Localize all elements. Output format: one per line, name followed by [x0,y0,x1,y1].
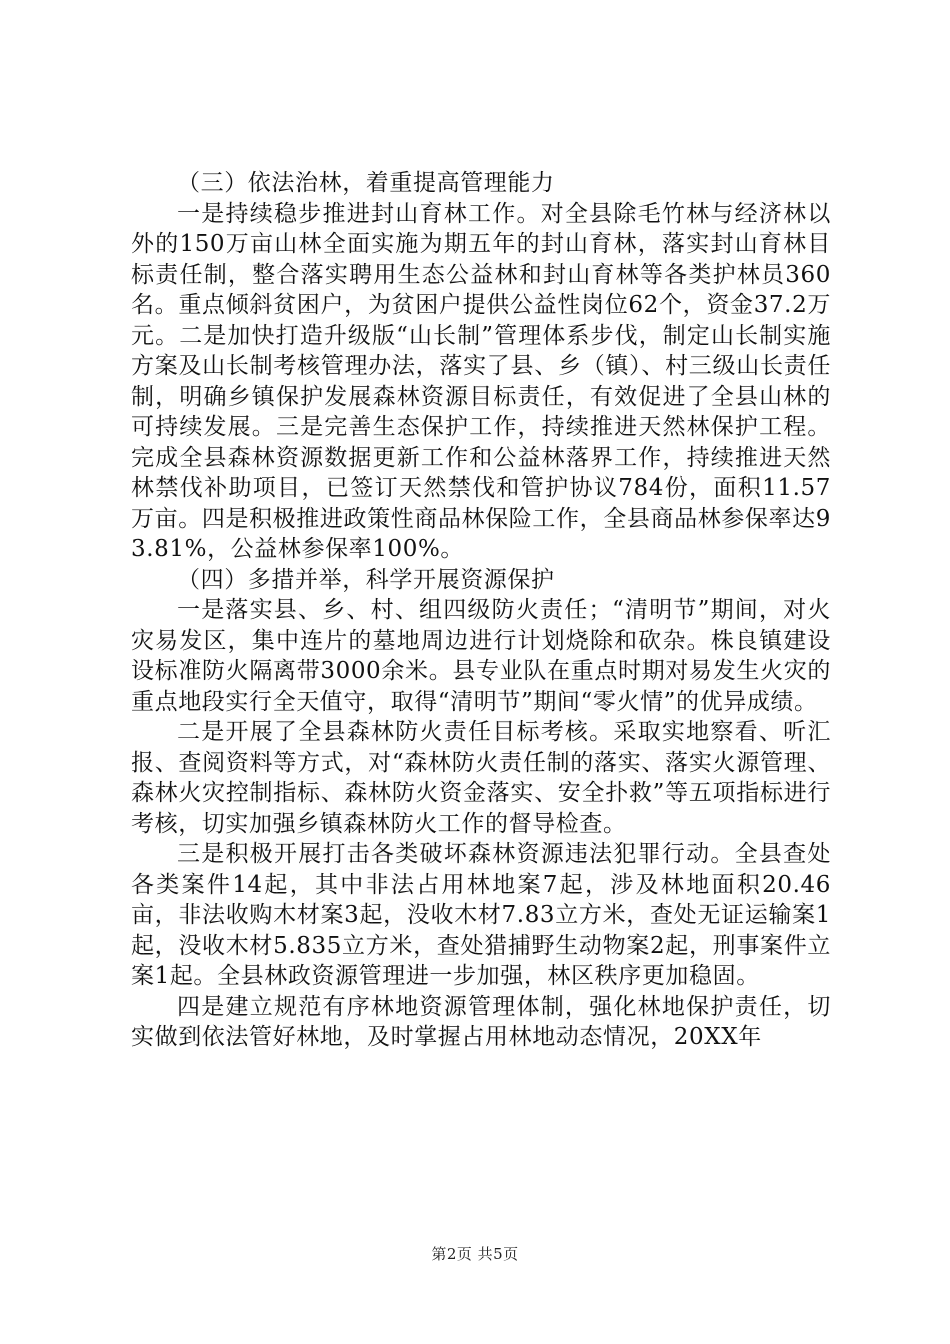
paragraph-fire-assessment: 二是开展了全县森林防火责任目标考核。采取实地察看、听汇报、查阅资料等方式，对“森林防火责任制的落实、落实火源管理、森林火灾控制指标、森林防火资金落实、安全扑救”等五项指标进行考核，切实加强乡镇森林防火工作的督导检查。 [131,719,831,837]
paragraph-fire-responsibility: 一是落实县、乡、村、组四级防火责任；“清明节”期间，对火灾易发区，集中连片的墓地周边进行计划烧除和砍杂。株良镇建设设标准防火隔离带3000余米。县专业队在重点时期对易发生火灾的重点地段实行全天值守，取得“清明节”期间“零火情”的优异成绩。 [131,597,831,715]
paragraph-law-enforcement: 三是积极开展打击各类破坏森林资源违法犯罪行动。全县查处各类案件14起，其中非法占用林地案7起，涉及林地面积20.46亩，非法收购木材案3起，没收木材7.83立方米，查处无证运输案1起，没收木材5.835立方米，查处猎捕野生动物案2起，刑事案件立案1起。全县林政资源管理进一步加强，林区秩序更加稳固。 [131,841,831,989]
paragraph-forest-management: 一是持续稳步推进封山育林工作。对全县除毛竹林与经济林以外的150万亩山林全面实施为期五年的封山育林，落实封山育林目标责任制，整合落实聘用生态公益林和封山育林等各类护林员360名。重点倾斜贫困户，为贫困户提供公益性岗位62个，资金37.2万元。二是加快打造升级版“山长制”管理体系步伐，制定山长制实施方案及山长制考核管理办法，落实了县、乡（镇）、村三级山长责任制，明确乡镇保护发展森林资源目标责任，有效促进了全县山林的可持续发展。三是完善生态保护工作，持续推进天然林保护工程。完成全县森林资源数据更新工作和公益林落界工作，持续推进天然林禁伐补助项目，已签订天然禁伐和管护协议784份，面积11.57万亩。四是积极推进政策性商品林保险工作，全县商品林参保率达93.81%，公益林参保率100%。 [131,200,831,562]
page-footer: 第2页 共5页 [431,1245,519,1263]
section-heading-4: （四）多措并举，科学开展资源保护 [177,566,555,593]
paragraph-land-management: 四是建立规范有序林地资源管理体制，强化林地保护责任，切实做到依法管好林地，及时掌握占用林地动态情况，20XX年 [131,993,831,1050]
section-heading-3: （三）依法治林，着重提高管理能力 [177,170,555,196]
document-body [131,168,831,1053]
